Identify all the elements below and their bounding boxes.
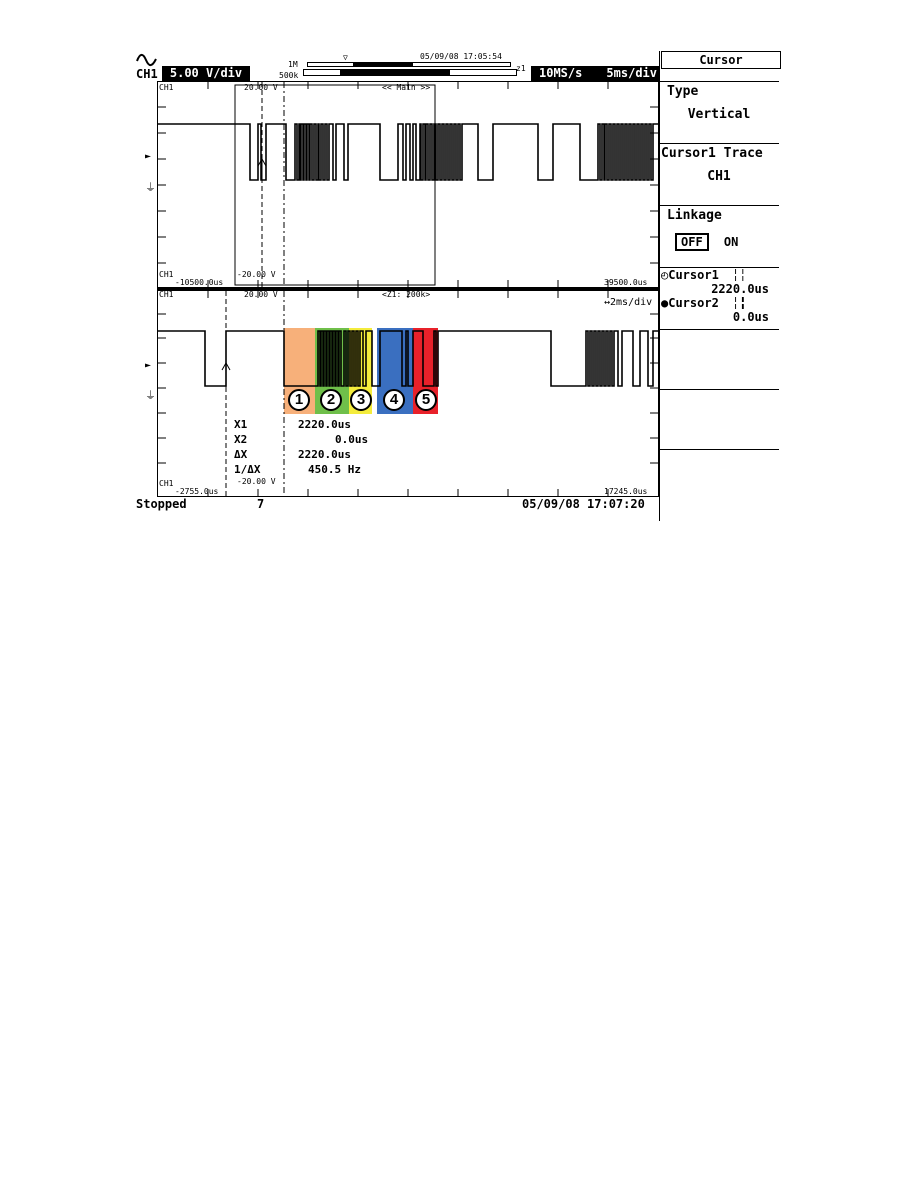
empty-softkey-1[interactable] [659, 329, 779, 390]
main-time-right: 39500.0us [604, 278, 648, 287]
capture-datetime: 05/09/08 17:05:54 [420, 52, 502, 61]
x2-label: X2 [234, 433, 248, 446]
mem-length-1m: 1M [288, 60, 298, 69]
segment-marker-1: 1 [288, 389, 310, 411]
type-value: Vertical [687, 107, 751, 122]
trace-value: CH1 [707, 169, 731, 184]
linkage-menu[interactable] [659, 205, 779, 268]
knob-icon: ◴ [661, 268, 669, 282]
trace-label: Cursor1 Trace [661, 146, 763, 161]
cursor-side-panel [659, 51, 782, 521]
segment-marker-2: 2 [320, 389, 342, 411]
channel-label[interactable]: CH1 [136, 67, 158, 81]
trigger-position-icon: ▽ [343, 53, 348, 62]
zoom-ch-top: CH1 [159, 290, 174, 299]
cursor-dashdot-icon: ╎╏ [732, 296, 747, 310]
main-volt-bottom: -20.00 V [237, 270, 276, 279]
cursor-dash-icon: ╎╎ [732, 268, 747, 282]
cursor2-value: 0.0us [732, 310, 769, 324]
acquisition-status: Stopped [136, 497, 187, 511]
segment-marker-3: 3 [350, 389, 372, 411]
panel-title[interactable]: Cursor [661, 51, 781, 69]
segment-marker-4: 4 [383, 389, 405, 411]
timebase: 5ms/div [606, 66, 657, 80]
main-time-left: -10500.0us [175, 278, 224, 287]
main-waveform-trace [158, 124, 658, 180]
zoom-ground-marker-icon: ⏚ [145, 389, 156, 402]
cursor-arrow-icon [258, 159, 266, 182]
cursor2-label: Cursor2 [668, 296, 719, 310]
zoom-cursor-arrow-icon [222, 363, 230, 388]
inv-dx-value: 450.5 Hz [308, 463, 361, 476]
empty-softkey-3[interactable] [659, 449, 779, 522]
main-ch-top: CH1 [159, 83, 174, 92]
cursor1-trace-menu[interactable] [659, 143, 779, 206]
acquisition-info[interactable] [531, 66, 659, 81]
zoom-timebase: ↔2ms/div [604, 297, 653, 308]
main-graticule [158, 82, 658, 287]
empty-softkey-2[interactable] [659, 389, 779, 450]
linkage-on-option[interactable]: ON [723, 235, 739, 249]
zoom-level-marker-icon: ► [145, 360, 152, 371]
memory-bar-1m [307, 62, 511, 67]
zoom-window-title: <Z1: 200k> [382, 290, 431, 299]
level-marker-icon: ► [145, 151, 152, 162]
cursor1-value: 2220.0us [711, 282, 769, 296]
x1-value: 2220.0us [298, 418, 351, 431]
sample-rate: 10MS/s [539, 66, 583, 80]
zoom-region-box [235, 85, 435, 285]
main-waveform-window[interactable] [157, 81, 659, 288]
zoom-time-left: -2755.0us [175, 487, 219, 496]
dx-label: ΔX [234, 448, 248, 461]
cursor-positions[interactable] [659, 267, 779, 330]
type-menu[interactable] [659, 81, 779, 144]
zoom-volt-bottom: -20.00 V [237, 477, 276, 486]
mem-length-500k: 500k [279, 71, 299, 80]
x1-label: X1 [234, 418, 248, 431]
memory-bar-500k [303, 69, 517, 76]
ground-marker-icon: ⏚ [145, 181, 156, 194]
cursor1-label: Cursor1 [668, 268, 719, 282]
volts-per-div[interactable]: 5.00 V/div [162, 66, 250, 81]
sine-wave-icon [136, 52, 158, 68]
zoom-ch-bottom: CH1 [159, 479, 174, 488]
segment-marker-5: 5 [415, 389, 437, 411]
main-volt-top: 20.00 V [244, 83, 278, 92]
zoom-time-right: 17245.0us [604, 487, 648, 496]
zoom-volt-top: 20.00 V [244, 290, 278, 299]
x2-value: 0.0us [335, 433, 369, 446]
main-window-title: << Main >> [382, 83, 431, 92]
type-label: Type [667, 84, 699, 99]
acquisition-count: 7 [257, 497, 265, 511]
zoom-graticule [158, 291, 658, 496]
zoom-waveform-trace [158, 331, 658, 386]
knob-filled-icon: ● [661, 296, 669, 310]
main-ch-bottom: CH1 [159, 270, 174, 279]
linkage-off-option[interactable]: OFF [675, 233, 709, 251]
linkage-label: Linkage [667, 208, 722, 223]
dx-value: 2220.0us [298, 448, 351, 461]
status-datetime: 05/09/08 17:07:20 [522, 497, 645, 511]
zoom-waveform-window[interactable] [157, 291, 659, 497]
inv-dx-label: 1/ΔX [234, 463, 261, 476]
zoom-factor: z1 [516, 64, 526, 73]
